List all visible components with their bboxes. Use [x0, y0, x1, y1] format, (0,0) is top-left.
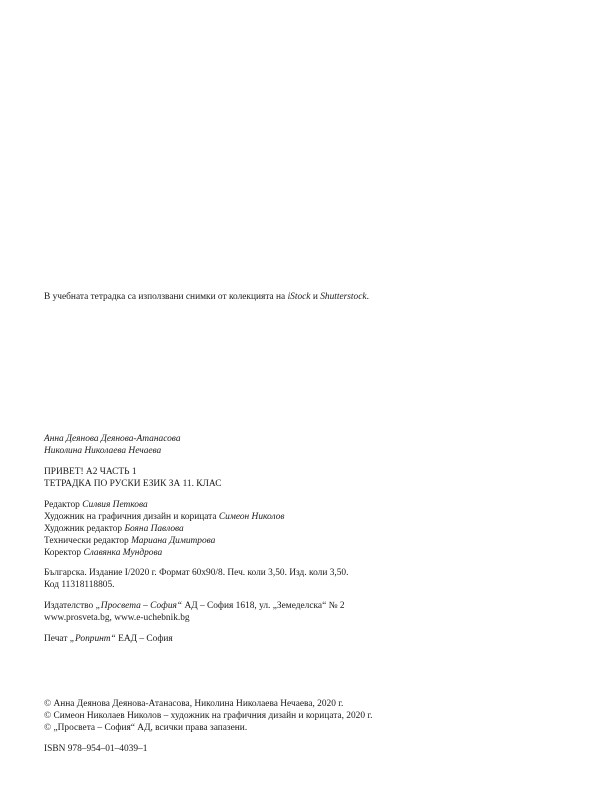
author-name: Николина Николаева Нечаева — [44, 446, 162, 456]
notice-text: В учебната тетрадка са използвани снимки от колекцията на — [44, 292, 288, 302]
publisher-prefix: Издателство — [44, 601, 96, 611]
credit-name: Славянка Мундрова — [83, 548, 163, 558]
photo-credits-notice — [44, 291, 369, 303]
shutterstock-source: Shutterstock — [320, 292, 367, 302]
credit-role: Редактор — [44, 500, 83, 510]
publisher-name: „Просвета – София“ — [95, 601, 183, 611]
author-2 — [44, 445, 161, 457]
print-prefix: Печат — [44, 634, 70, 644]
notice-conjunction: и — [310, 292, 321, 302]
edition-details: Българска. Издание I/2020 г. Формат 60х90/8. Печ. коли 3,50. Изд. коли 3,50. — [44, 568, 349, 578]
istock-source: iStock — [287, 292, 311, 302]
copyright-designer: © Симеон Николаев Николов – художник на графичния дизайн и корицата, 2020 г. — [44, 711, 373, 721]
isbn: ISBN 978–954–01–4039–1 — [44, 744, 148, 754]
edition-code: Код 11318118805. — [44, 580, 115, 590]
credit-role: Художник редактор — [44, 524, 125, 534]
credit-proofreader — [44, 547, 162, 559]
print-suffix: ЕАД – София — [115, 634, 173, 644]
credit-editor — [44, 499, 148, 511]
credit-name: Силвия Петкова — [82, 500, 148, 510]
credit-name: Бояна Павлова — [124, 524, 184, 534]
credit-name: Симеон Николов — [218, 512, 285, 522]
publisher-suffix: АД – София 1618, ул. „Земеделска“ № 2 — [182, 601, 345, 611]
credit-role: Художник на графичния дизайн и корицата — [44, 512, 219, 522]
credit-cover-designer — [44, 511, 284, 523]
publisher-websites: www.prosveta.bg, www.e-uchebnik.bg — [44, 613, 190, 623]
author-name: Анна Деянова Деянова-Атанасова — [44, 434, 181, 444]
notice-period: . — [366, 292, 369, 302]
book-title-line-1: ПРИВЕТ! А2 ЧАСТЬ 1 — [44, 467, 137, 477]
author-1 — [44, 433, 181, 445]
credit-art-editor — [44, 523, 184, 535]
book-title-line-2: ТЕТРАДКА ПО РУСКИ ЕЗИК ЗА 11. КЛАС — [44, 479, 222, 489]
publisher-address — [44, 600, 345, 612]
printing-house — [44, 633, 173, 645]
credit-role: Технически редактор — [44, 536, 132, 546]
printer-name: „Ропринт“ — [69, 634, 116, 644]
credit-technical-editor — [44, 535, 215, 547]
credit-name: Мариана Димитрова — [131, 536, 216, 546]
credit-role: Коректор — [44, 548, 84, 558]
copyright-publisher: © „Просвета – София“ АД, всички права запазени. — [44, 723, 248, 733]
copyright-authors: © Анна Деянова Деянова-Атанасова, Николина Николаева Нечаева, 2020 г. — [44, 699, 344, 709]
